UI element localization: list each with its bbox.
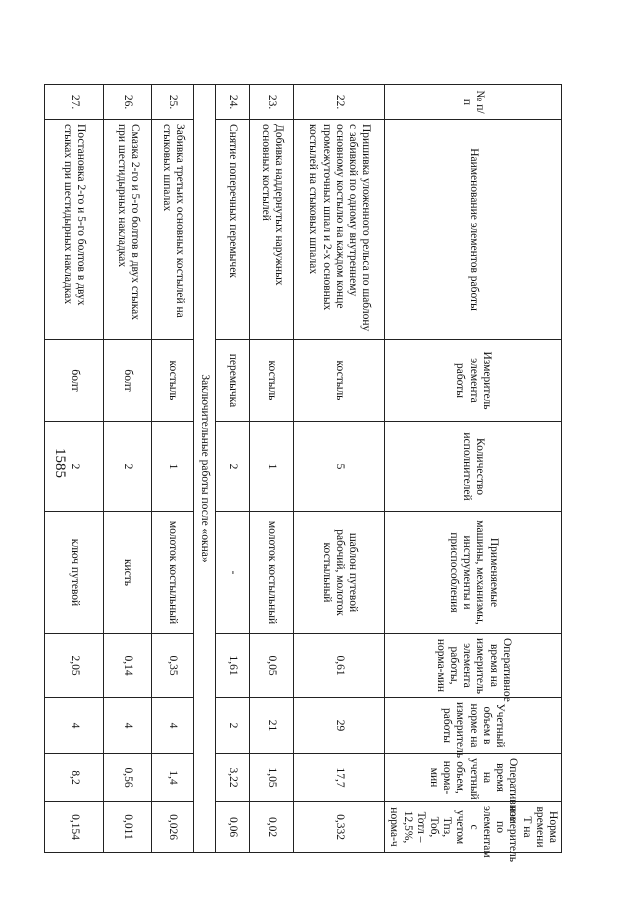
cell-tools: шаблон путевой рабочий, молоток костыльный (294, 512, 385, 634)
cell-num: 27. (45, 85, 104, 120)
cell-tools: молоток костыльный (250, 512, 294, 634)
table-row (294, 85, 385, 853)
header-num: № п/п (385, 85, 562, 120)
cell-count: 4 (104, 698, 152, 754)
cell-count: 2 (216, 698, 250, 754)
cell-norm: 0,332 (294, 802, 385, 853)
cell-op-total: 17,7 (294, 754, 385, 802)
table-row (104, 85, 152, 853)
cell-count: 4 (45, 698, 104, 754)
cell-op-time: 0,61 (294, 634, 385, 698)
section-title: Заключительные работы после «окна» (194, 85, 216, 853)
cell-op-time: 0,14 (104, 634, 152, 698)
cell-op-time: 0,05 (250, 634, 294, 698)
cell-workers: 2 (216, 422, 250, 512)
cell-unit: костыль (250, 340, 294, 422)
cell-norm: 0,026 (152, 802, 194, 853)
cell-num: 25. (152, 85, 194, 120)
cell-unit: перемычка (216, 340, 250, 422)
header-workers: Количество исполнителей (385, 422, 562, 512)
cell-unit: болт (104, 340, 152, 422)
header-unit: Измеритель элемента работы (385, 340, 562, 422)
table-row (45, 85, 104, 853)
section-header-row (194, 85, 216, 853)
cell-tools: кисть (104, 512, 152, 634)
cell-tools: - (216, 512, 250, 634)
cell-name: Забивка третьих основных костылей на стыковых шпалах (152, 120, 194, 340)
cell-op-time: 1,61 (216, 634, 250, 698)
cell-op-total: 1,4 (152, 754, 194, 802)
table-row (250, 85, 294, 853)
header-count: Учетный объем в норме на измеритель работы (385, 698, 562, 754)
cell-count: 29 (294, 698, 385, 754)
cell-op-time: 2,05 (45, 634, 104, 698)
header-name: Наименование элементов работы (385, 120, 562, 340)
cell-unit: болт (45, 340, 104, 422)
cell-num: 24. (216, 85, 250, 120)
cell-num: 22. (294, 85, 385, 120)
cell-name: Пришивка уложенного рельса по шаблону с забивкой по одному внутреннему основному костылю на каждом конце промежуточных шпал и 2-х основных костылей на стыковых шпалах (294, 120, 385, 340)
header-op-total: Оперативное время на учетный объем, норма-мин (385, 754, 562, 802)
cell-op-total: 8,2 (45, 754, 104, 802)
cell-op-total: 3,22 (216, 754, 250, 802)
cell-op-total: 0,56 (104, 754, 152, 802)
cell-norm: 0,011 (104, 802, 152, 853)
rotated-table-frame (62, 84, 562, 862)
cell-unit: костыль (152, 340, 194, 422)
cell-num: 23. (250, 85, 294, 120)
cell-tools: молоток костыльный (152, 512, 194, 634)
cell-norm: 0,06 (216, 802, 250, 853)
cell-workers: 1 (250, 422, 294, 512)
table-header-row (385, 85, 562, 853)
cell-name: Добивка наддернутых наружных основных костылей (250, 120, 294, 340)
header-op-time: Оперативное время на измеритель элемента работы, норма-мин (385, 634, 562, 698)
cell-tools: ключ путевой (45, 512, 104, 634)
norms-table (44, 84, 562, 862)
page-number: 1585 (52, 448, 69, 478)
cell-count: 4 (152, 698, 194, 754)
cell-workers: 2 (104, 422, 152, 512)
table-row (152, 85, 194, 853)
cell-workers: 5 (294, 422, 385, 512)
header-tools: Применяемые машины, механизмы, инструменты и приспособления (385, 512, 562, 634)
table-row (216, 85, 250, 853)
cell-count: 21 (250, 698, 294, 754)
cell-norm: 0,02 (250, 802, 294, 853)
cell-name: Снятие поперечных перемычек (216, 120, 250, 340)
cell-name: Постановка 2-го и 5-го болтов в двух стыках при шестидырных накладках (45, 120, 104, 340)
header-norm: Норма времени Т на измеритель по элементам с учетом Тпз, Тоб, Тотл – 12,5%, норма-ч (385, 802, 562, 853)
cell-op-total: 1,05 (250, 754, 294, 802)
cell-name: Смазка 2-го и 5-го болтов в двух стыках при шестидырных накладках (104, 120, 152, 340)
cell-workers: 2 (45, 422, 104, 512)
cell-num: 26. (104, 85, 152, 120)
cell-unit: костыль (294, 340, 385, 422)
cell-workers: 1 (152, 422, 194, 512)
cell-norm: 0,154 (45, 802, 104, 853)
cell-op-time: 0,35 (152, 634, 194, 698)
